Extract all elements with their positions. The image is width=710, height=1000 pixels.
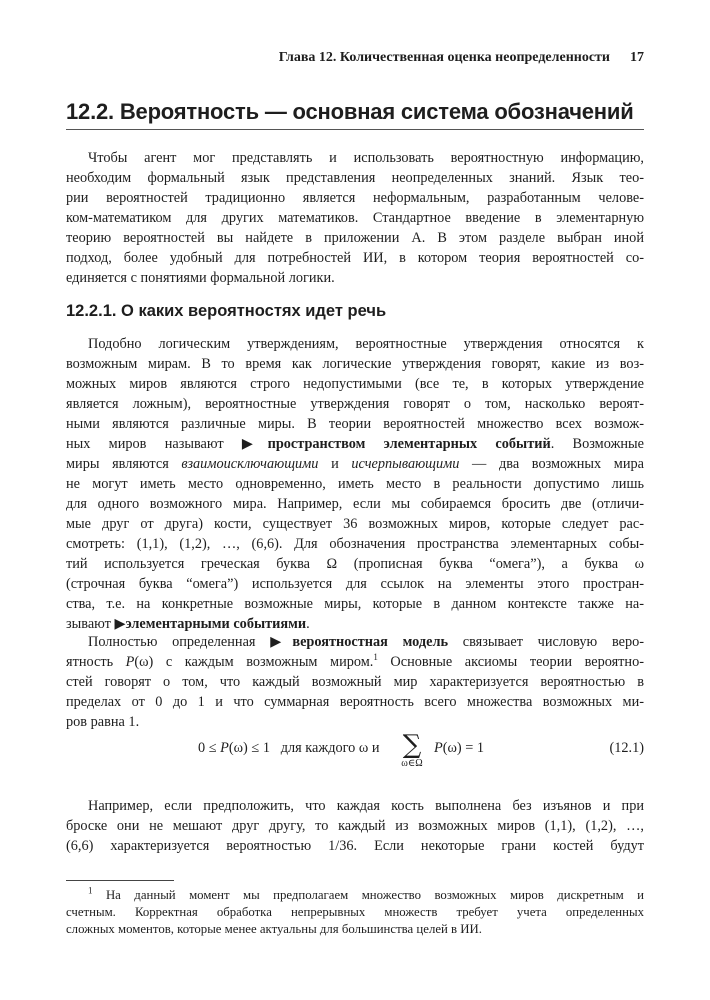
- text-line: рии вероятностей традиционно является неформальным, разработанным челове-: [66, 190, 644, 206]
- probability-model-paragraph: [66, 632, 644, 732]
- math-fragment: 0 ≤: [198, 740, 221, 756]
- text-line: можных миров являются строго недопустимыми (все те, в которых утверждение: [66, 376, 644, 392]
- text-fragment: .: [306, 616, 310, 632]
- equation-number: (12.1): [609, 740, 644, 756]
- text-line: ства, т.е. на конкретные возможные миры, которые в данном контексте также на-: [66, 596, 644, 612]
- term-marker-icon: ▶: [114, 616, 126, 632]
- running-header: [66, 50, 644, 66]
- term-sample-space: пространством элементарных событий: [267, 436, 551, 452]
- footnote-reference: 1: [373, 652, 378, 663]
- term-probability-model: вероятностная модель: [292, 634, 449, 650]
- sum-symbol: ∑: [402, 730, 422, 760]
- text-line: стей говорят о том, что каждый возможный мир характеризуется вероятностью в: [66, 674, 644, 690]
- text-line: для одного возможного мира. Например, если мы собираемся бросить две (отличи-: [66, 496, 644, 512]
- text-line: ком-математиком для других математиков. Стандартное введение в элементарную: [66, 210, 644, 226]
- text-line: Чтобы агент мог представлять и использовать вероятностную информацию,: [88, 150, 644, 166]
- subsection-title: 12.2.1. О каких вероятностях идет речь: [66, 302, 387, 320]
- text-line: счетным. Корректная обработка непрерывных множеств требует учета определенных: [66, 905, 644, 919]
- text-fragment: Полностью определенная: [88, 634, 271, 650]
- summation: [394, 732, 430, 770]
- math-p: P: [434, 740, 443, 756]
- text-fragment: ятность: [66, 654, 126, 670]
- text-line: подход, более удобный для потребностей ИИ, в котором теория вероятностей со-: [66, 250, 644, 266]
- math-p: P: [220, 740, 229, 756]
- text-line: не могут иметь место одновременно, иметь место в реальности допустимо лишь: [66, 476, 644, 492]
- text-line: Подобно логическим утверждениям, вероятностные утверждения относятся к: [88, 336, 644, 352]
- text-line: возможным мирам. В то время как логические утверждения говорят, какие из воз-: [66, 356, 644, 372]
- text-fragment: На данный момент мы предполагаем множество возможных миров дискретным и: [92, 888, 644, 902]
- text-line: ров равна 1.: [66, 714, 140, 730]
- term-marker-icon: ▶: [270, 634, 293, 650]
- chapter-title: Глава 12. Количественная оценка неопределенности: [278, 50, 610, 65]
- equation-left: [198, 740, 380, 757]
- text-fragment: — два возможных мира: [459, 456, 644, 472]
- text-line: теорию вероятностей вы найдете в приложении А. В этом разделе выбран иной: [66, 230, 644, 246]
- text-fragment: . Возможные: [550, 436, 644, 452]
- text-fragment: зывают: [66, 616, 115, 632]
- footnote: [66, 887, 644, 938]
- sum-subscript: ω∈Ω: [401, 758, 423, 769]
- text-line: [66, 632, 644, 652]
- text-line: тий используется греческая буква Ω (прописная буква “омега”), а буква ω: [66, 556, 644, 572]
- possible-worlds-paragraph: [66, 334, 644, 634]
- text-fragment: (ω) с каждым возможным миром.: [134, 654, 374, 670]
- term-elementary-events: элементарными событиями: [125, 616, 307, 632]
- footnote-divider: [66, 880, 174, 881]
- text-line: (строчная буква “омега”) используется для ссылок на элементы этого простран-: [66, 576, 644, 592]
- page-number: 17: [630, 50, 644, 65]
- text-line: [66, 614, 644, 634]
- text-fragment: и: [318, 456, 352, 472]
- text-line: сложных моментов, которые менее актуальны для большинства целей в ИИ.: [66, 922, 482, 936]
- text-fragment: ных миров называют: [66, 436, 242, 452]
- equation-12-1: [66, 732, 644, 784]
- text-line: ными являются различные миры. В теории вероятностей множество всех возмож-: [66, 416, 644, 432]
- text-line: пределах от 0 до 1 и что суммарная вероятность всего множества возможных ми-: [66, 694, 644, 710]
- text-line: смотреть: (1,1), (1,2), …, (6,6). Для обозначения пространства элементарных собы-: [66, 536, 644, 552]
- text-line: является ложным), вероятностные утверждения говорят о том, насколько вероят-: [66, 396, 644, 412]
- text-line: необходим формальный язык представления неопределенных знаний. Язык тео-: [66, 170, 644, 186]
- text-line: [66, 887, 644, 904]
- emphasis-exhaustive: исчерпывающими: [351, 456, 460, 472]
- footnote-mark: 1: [88, 887, 93, 896]
- dice-example-paragraph: [66, 796, 644, 856]
- text-line: мые друг от друга) кости, существует 36 возможных миров, которые следует рас-: [66, 516, 644, 532]
- text-line: (6,6) характеризуется вероятностью 1/36. Если некоторые грани костей будут: [66, 838, 644, 854]
- text-line: [66, 652, 644, 672]
- text-line: [66, 454, 644, 474]
- section-title: 12.2. Вероятность — основная система обозначений: [66, 99, 644, 130]
- math-fragment: (ω) ≤ 1: [228, 740, 270, 756]
- math-fragment: (ω) = 1: [442, 740, 485, 756]
- term-marker-icon: ▶: [241, 436, 268, 452]
- intro-paragraph: [66, 148, 644, 288]
- text-line: единяется с понятиями формальной логики.: [66, 270, 335, 286]
- emphasis-mutually-exclusive: взаимоисключающими: [181, 456, 319, 472]
- text-line: броске они не мешают друг другу, то каждый из возможных миров (1,1), (1,2), …,: [66, 818, 644, 834]
- equation-middle-text: для каждого ω и: [280, 740, 380, 756]
- math-p: P: [125, 654, 135, 670]
- text-line: Например, если предположить, что каждая кость выполнена без изъянов и при: [88, 798, 644, 814]
- text-line: [66, 434, 644, 454]
- text-fragment: миры являются: [66, 456, 182, 472]
- text-fragment: Основные аксиомы теории вероятно-: [377, 654, 644, 670]
- text-fragment: связывает числовую веро-: [448, 634, 644, 650]
- equation-right: [434, 740, 484, 757]
